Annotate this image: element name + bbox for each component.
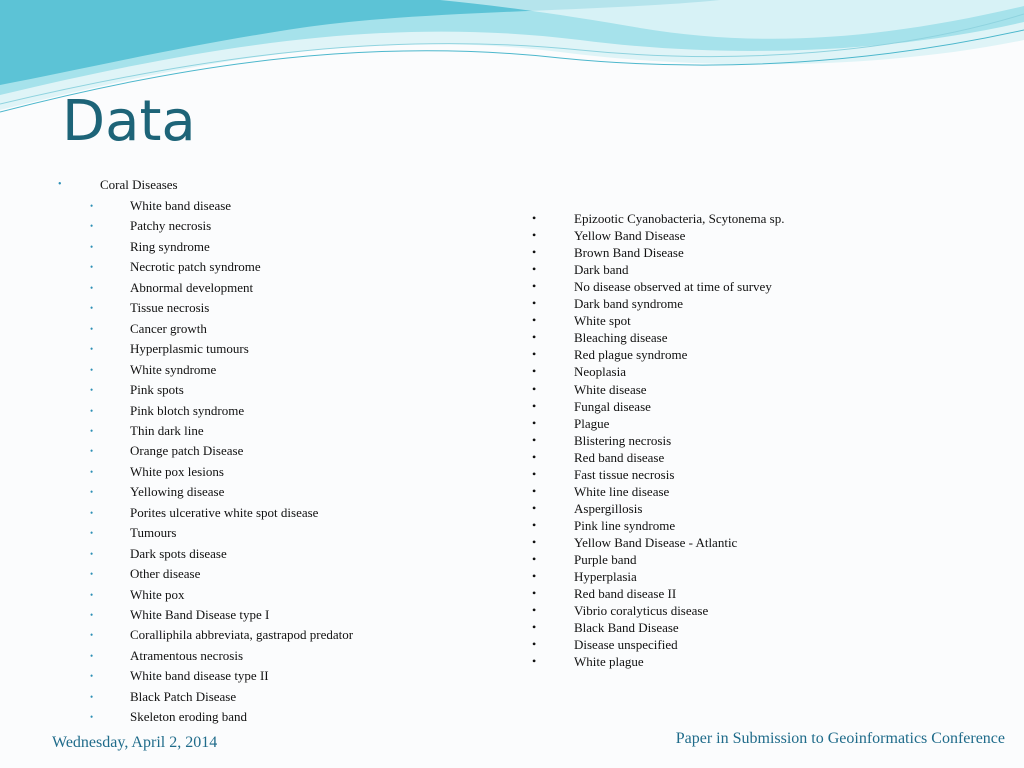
footer-date: Wednesday, April 2, 2014 — [52, 734, 218, 751]
bullet-icon: • — [90, 385, 94, 396]
list-item-label: Red band disease II — [574, 586, 677, 602]
list-item-label: Blistering necrosis — [574, 432, 672, 448]
bullet-icon: • — [532, 398, 537, 413]
bullet-icon: • — [532, 313, 537, 328]
list-item-label: White band disease type II — [130, 668, 269, 684]
list-item-label: Pink line syndrome — [574, 517, 676, 533]
bullet-icon: • — [532, 279, 537, 294]
list-item-label: White disease — [574, 381, 647, 397]
list-item-label: Aspergillosis — [574, 500, 643, 516]
list-item-label: White Band Disease type I — [130, 607, 270, 622]
list-item-label: Coralliphila abbreviata, gastrapod predator — [130, 627, 354, 643]
bullet-icon: • — [532, 483, 537, 498]
list-item-label: Other disease — [130, 566, 201, 582]
bullet-icon: • — [90, 282, 94, 293]
bullet-icon: • — [90, 569, 94, 580]
list-item-label: White band disease — [130, 198, 232, 213]
list-item-label: Epizootic Cyanobacteria, Scytonema sp. — [574, 211, 785, 226]
bullet-icon: • — [58, 179, 62, 190]
bullet-icon: • — [90, 364, 94, 375]
bullet-icon: • — [532, 603, 537, 618]
list-item-label: Pink blotch syndrome — [130, 402, 245, 418]
list-item-label: Red band disease — [574, 449, 665, 465]
bullet-icon: • — [532, 211, 537, 225]
list-item-label: Black Band Disease — [574, 620, 679, 636]
list-item-label: Disease unspecified — [574, 637, 678, 653]
bullet-icon: • — [90, 323, 94, 334]
list-item-label: Fast tissue necrosis — [574, 466, 675, 482]
list-item-label: Porites ulcerative white spot disease — [130, 504, 319, 520]
list-item-label: Yellow Band Disease — [574, 228, 686, 244]
list-item-label: Atramentous necrosis — [130, 647, 244, 663]
bullet-icon: • — [90, 589, 94, 600]
list-item-label: Red plague syndrome — [574, 347, 688, 363]
list-item-label: White pox — [130, 586, 185, 602]
bullet-icon: • — [532, 296, 537, 311]
bullet-icon: • — [532, 552, 537, 566]
bullet-icon: • — [90, 466, 94, 477]
list-item-label: Necrotic patch syndrome — [130, 259, 261, 275]
list-item-label: Bleaching disease — [574, 330, 668, 346]
list-item-label: Thin dark line — [130, 422, 204, 438]
bullet-icon: • — [532, 381, 537, 396]
list-item-label: Yellowing disease — [130, 484, 225, 500]
bullet-icon: • — [90, 712, 94, 723]
list-item-label: Dark band syndrome — [574, 296, 684, 312]
list-item-label: Brown Band Disease — [574, 245, 684, 261]
bullet-icon: • — [532, 347, 537, 362]
list-item-label: Skeleton eroding band — [130, 709, 247, 725]
list-item-label: White pox lesions — [130, 463, 224, 479]
bullet-icon: • — [532, 245, 537, 260]
bullet-icon: • — [532, 449, 537, 464]
bullet-icon: • — [532, 500, 537, 515]
list-item-label: White line disease — [574, 483, 670, 499]
list-item-label: Dark band — [574, 262, 629, 278]
bullet-icon: • — [532, 466, 537, 481]
bullet-icon: • — [532, 364, 537, 379]
list-item-label: White plague — [574, 654, 644, 670]
bullet-icon: • — [532, 415, 537, 430]
list-item-label: White spot — [574, 313, 631, 329]
list-item-label: Pink spots — [130, 382, 184, 398]
list-item-label: Neoplasia — [574, 364, 626, 380]
bullet-icon: • — [90, 405, 94, 416]
footer-paper-note: Paper in Submission to Geoinformatics Conference — [675, 730, 1005, 747]
list-item-label: Cancer growth — [130, 320, 207, 336]
bullet-icon: • — [90, 548, 94, 559]
list-item-label: Tumours — [130, 525, 177, 541]
bullet-icon: • — [532, 654, 537, 669]
list-item-label: Hyperplasia — [574, 569, 637, 585]
bullet-icon: • — [532, 569, 537, 584]
list-item-label: White syndrome — [130, 361, 217, 377]
list-item-label: Orange patch Disease — [130, 443, 244, 459]
list-item-label: Ring syndrome — [130, 238, 210, 254]
bullet-icon: • — [532, 586, 537, 601]
list-item-label: Fungal disease — [574, 398, 651, 414]
bullet-icon: • — [90, 671, 94, 682]
bullet-icon: • — [90, 446, 94, 457]
bullet-icon: • — [90, 610, 94, 620]
bullet-icon: • — [90, 262, 94, 273]
bullet-icon: • — [532, 330, 537, 345]
bullet-icon: • — [532, 637, 537, 652]
list-item-label: Hyperplasmic tumours — [130, 341, 249, 357]
list-item-label: Dark spots disease — [130, 545, 227, 561]
bullet-icon: • — [90, 487, 94, 498]
list-item-label: Yellow Band Disease - Atlantic — [574, 534, 738, 550]
list-item-label: Vibrio coralyticus disease — [574, 603, 709, 619]
bullet-icon: • — [90, 507, 94, 518]
bullet-icon: • — [90, 528, 94, 539]
bullet-icon: • — [532, 620, 537, 635]
bullet-icon: • — [90, 303, 94, 314]
bullet-icon: • — [90, 201, 94, 211]
bullet-icon: • — [532, 228, 537, 243]
bullet-icon: • — [90, 630, 94, 641]
bullet-icon: • — [90, 221, 94, 232]
bullet-icon: • — [532, 534, 537, 549]
bullet-icon: • — [90, 691, 94, 702]
bullet-icon: • — [532, 262, 537, 277]
bullet-icon: • — [532, 432, 537, 447]
list-item-label: Tissue necrosis — [130, 300, 210, 316]
bullet-icon: • — [90, 650, 94, 661]
bullet-icon: • — [532, 517, 537, 532]
bullet-icon: • — [90, 241, 94, 252]
list-item-label: No disease observed at time of survey — [574, 279, 772, 295]
bullet-icon: • — [90, 344, 94, 355]
coral-diseases-heading: Coral Diseases — [100, 177, 178, 192]
slide-title: Data — [62, 89, 196, 154]
list-item-label: Abnormal development — [130, 279, 254, 295]
list-item-label: Purple band — [574, 552, 637, 567]
list-item-label: Patchy necrosis — [130, 218, 212, 234]
list-item-label: Plague — [574, 415, 610, 431]
bullet-icon: • — [90, 425, 94, 436]
list-item-label: Black Patch Disease — [130, 688, 237, 704]
